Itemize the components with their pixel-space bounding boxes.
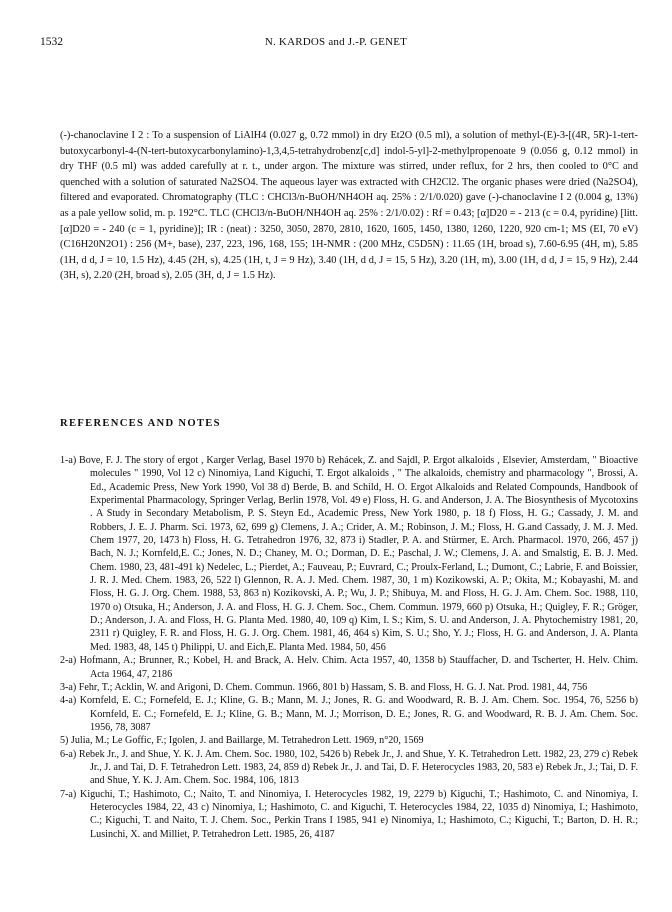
reference-item: 4-a) Kornfeld, E. C.; Fornefeld, E. J.; Kline, G. B.; Mann, M. J.; Jones, R. G. and Woodward, R. B. J. Am. Chem. Soc. 1954, 76, 5256 b) Kornfeld, E. C.; Fornefeld, E. J.; Kline, G. B.; Mann, M. J.; Morrison, D. E.; Jones, R. G. and Woodward, R. B. J. Am. Chem. Soc. 1956, 78, 3087 [60, 695, 638, 733]
procedure-paragraph: (-)-chanoclavine I 2 : To a suspension of LiAlH4 (0.027 g, 0.72 mmol) in dry Et2O (0.5 ml), a solution of methyl-(E)-3-[(4R, 5R)-1-tert-butoxycarbonyl-4-(N-tert-butoxycarbonylamino)-1,3,4,5-tetrahydrobenz[c,d] indol-5-yl]-2-methylpropenoate 9 (0.056 g, 0.12 mmol) in dry THF (0.5 ml) was added carefully at r. t., under argon. The mixture was stirred, under reflux, for 2 hrs, then cooled to 0°C and quenched with a solution of saturated Na2SO4. The aqueous layer was extracted with CH2Cl2. The organic phases were dried (Na2SO4), filtered and evaporated. Chromatography (TLC : CHCl3/n-BuOH/NH4OH aq. 25% : 2/1/0.020) gave (-)-chanoclavine I 2 (0.004 g, 13%) as a pale yellow solid, m. p. 192°C. TLC (CHCl3/n-BuOH/NH4OH aq. 25% : 2/1/0.02) : Rf = 0.43; [α]D20 = - 213 (c = 0.4, pyridine) [litt. [α]D20 = - 240 (c = 1, pyridine)]; IR : (neat) : 3250, 3050, 2870, 2810, 1620, 1605, 1450, 1380, 1260, 1220, 920 cm-1; MS (EI, 70 eV) (C16H20N2O1) : 256 (M+, base), 237, 223, 196, 168, 155; 1H-NMR : (200 MHz, C5D5N) : 11.65 (1H, broad s), 7.60-6.95 (4H, m), 5.85 (1H, d d, J = 10, 1.5 Hz), 4.45 (2H, s), 4.25 (1H, t, J = 9 Hz), 3.40 (1H, d d, J = 15, 5 Hz), 3.20 (1H, m), 3.00 (1H, d d, J = 15, 9 Hz), 2.44 (3H, s), 2.20 (2H, broad s), 2.05 (3H, d, J = 1.5 Hz). [60, 130, 638, 282]
reference-item: 2-a) Hofmann, A.; Brunner, R.; Kobel, H. and Brack, A. Helv. Chim. Acta 1957, 40, 1358 b) Stauffacher, D. and Tscherter, H. Helv. Chim. Acta 1964, 47, 2186 [60, 655, 638, 680]
reference-item: 6-a) Rebek Jr., J. and Shue, Y. K. J. Am. Chem. Soc. 1980, 102, 5426 b) Rebek Jr., J. and Shue, Y. K. Tetrahedron Lett. 1982, 23, 279 c) Rebek Jr., J. and Tai, D. F. Tetrahedron Lett. 1983, 24, 859 d) Rebek Jr., J. and Tai, D. F. Heterocycles 1983, 20, 583 e) Rebek Jr., J.; Tai, D. F. and Shue, Y. K. J. Am. Chem. Soc. 1984, 106, 1813 [60, 748, 638, 787]
reference-item: 3-a) Fehr, T.; Acklin, W. and Arigoni, D. Chem. Commun. 1966, 801 b) Hassam, S. B. and Floss, H. G. J. Nat. Prod. 1981, 44, 756 [60, 681, 588, 693]
running-head: N. KARDOS and J.-P. GENET [264, 36, 408, 48]
reference-item: 5) Julia, M.; Le Goffic, F.; Igolen, J. and Baillarge, M. Tetrahedron Lett. 1969, n°20, 1569 [60, 735, 424, 747]
references-heading: REFERENCES AND NOTES [60, 418, 221, 429]
references-list [60, 454, 638, 841]
reference-item: 1-a) Bove, F. J. The story of ergot , Karger Verlag, Basel 1970 b) Rehácek, Z. and Sajdl, P. Ergot alkaloids , Elsevier, Amsterdam, " Bioactive molecules " 1990, Vol 12 c) Ninomiya, I.and Kiguchi, T. Ergot alkaloids , " The alkaloids, chemistry and pharmacology ", Brossi, A. Ed., Academic Press, New York 1990, Vol 38 d) Berde, B. and Schild, H. O. Ergot Alkaloids and Related Compounds, Handbook of Experimental Pharmacology, Springer Verlag, Berlin 1978, Vol. 49 e) Floss, H. G. and Anderson, J. A. The Biosynthesis of Mycotoxins . A Study in Secondary Metabolism, P. S. Steyn Ed., Academic Press, New York 1980, p. 18 f) Floss, H. G.; Cassady, J. M. and Robbers, J. E. J. Pharm. Sci. 1973, 62, 699 g) Clemens, J. A.; Crider, A. M.; Robinson, J. M.; Floss, H. G.and Cassady, J. M. J. Med. Chem 1977, 20, 1473 h) Floss, H. G. Tetrahedron 1976, 32, 873 i) Stadler, P. A. and Stürmer, E. Arch. Pharmacol. 1970, 266, 457 j) Bach, N. J.; Kornfeld,E. C.; Jones, N. D.; Chaney, M. O.; Dorman, D. E.; Paschal, J. W.; Clemens, J. A. and Smalstig, E. B. J. Med. Chem. 1980, 23, 481-491 k) Nedelec, L.; Pierdet, A.; Fauveau, P.; Euvrard, C.; Proulx-Ferland, L.; Dumont, C.; Labrie, F. and Boissier, J. R. J. Med. Chem. 1983, 26, 522 l) Glennon, R. A. J. Med. Chem. 1987, 30, 1 m) Kozikowski, A. P.; Okita, M.; Kobayashi, M. and Floss, H. G. J. Org. Chem. 1988, 53, 863 n) Kozikovski, A. P.; Wu, J. P.; Shibuya, M. and Floss, H. G. J. Am. Chem. Soc. 1988, 110, 1970 o) Otsuka, H.; Anderson, J. A. and Floss, H. G. J. Chem. Soc., Chem. Commun. 1979, 660 p) Otsuka, H.; Quigley, F. R.; Gröger, D.; Anderson, J. A. and Floss, H. G. Planta Med. 1980, 40, 109 q) Kim, I. S.; Kim, S. U. and Anderson, J. A. Phytochemistry 1981, 20, 2311 r) Quigley, F. R. and Floss, H. G. J. Org. Chem. 1981, 46, 464 s) Kim, S. U.; Sho, Y. J.; Floss, H. G. and Anderson, J. A. Planta Med. 1983, 48, 145 t) Philippi, U. and Eich,E. Planta Med. 1984, 50, 456 [60, 455, 638, 653]
page-number: 1532 [40, 36, 63, 48]
experimental-procedure [60, 128, 638, 284]
reference-item: 7-a) Kiguchi, T.; Hashimoto, C.; Naito, T. and Ninomiya, I. Heterocycles 1982, 19, 2279 b) Kiguchi, T.; Hashimoto, C. and Ninomiya, I. Heterocycles 1984, 22, 43 c) Ninomiya, I.; Hashimoto, C. and Kiguchi, T. Heterocycles 1984, 22, 1035 d) Ninomiya, I.; Hashimoto, C.; Kiguchi, T. and Naito, T. J. Chem. Soc., Perkin Trans I 1985, 941 e) Ninomiya, I.; Hashimoto, C.; Kiguchi, T.; Barton, D. H. R.; Lusinchi, X. and Milliet, P. Tetrahedron Lett. 1985, 26, 4187 [60, 788, 638, 840]
